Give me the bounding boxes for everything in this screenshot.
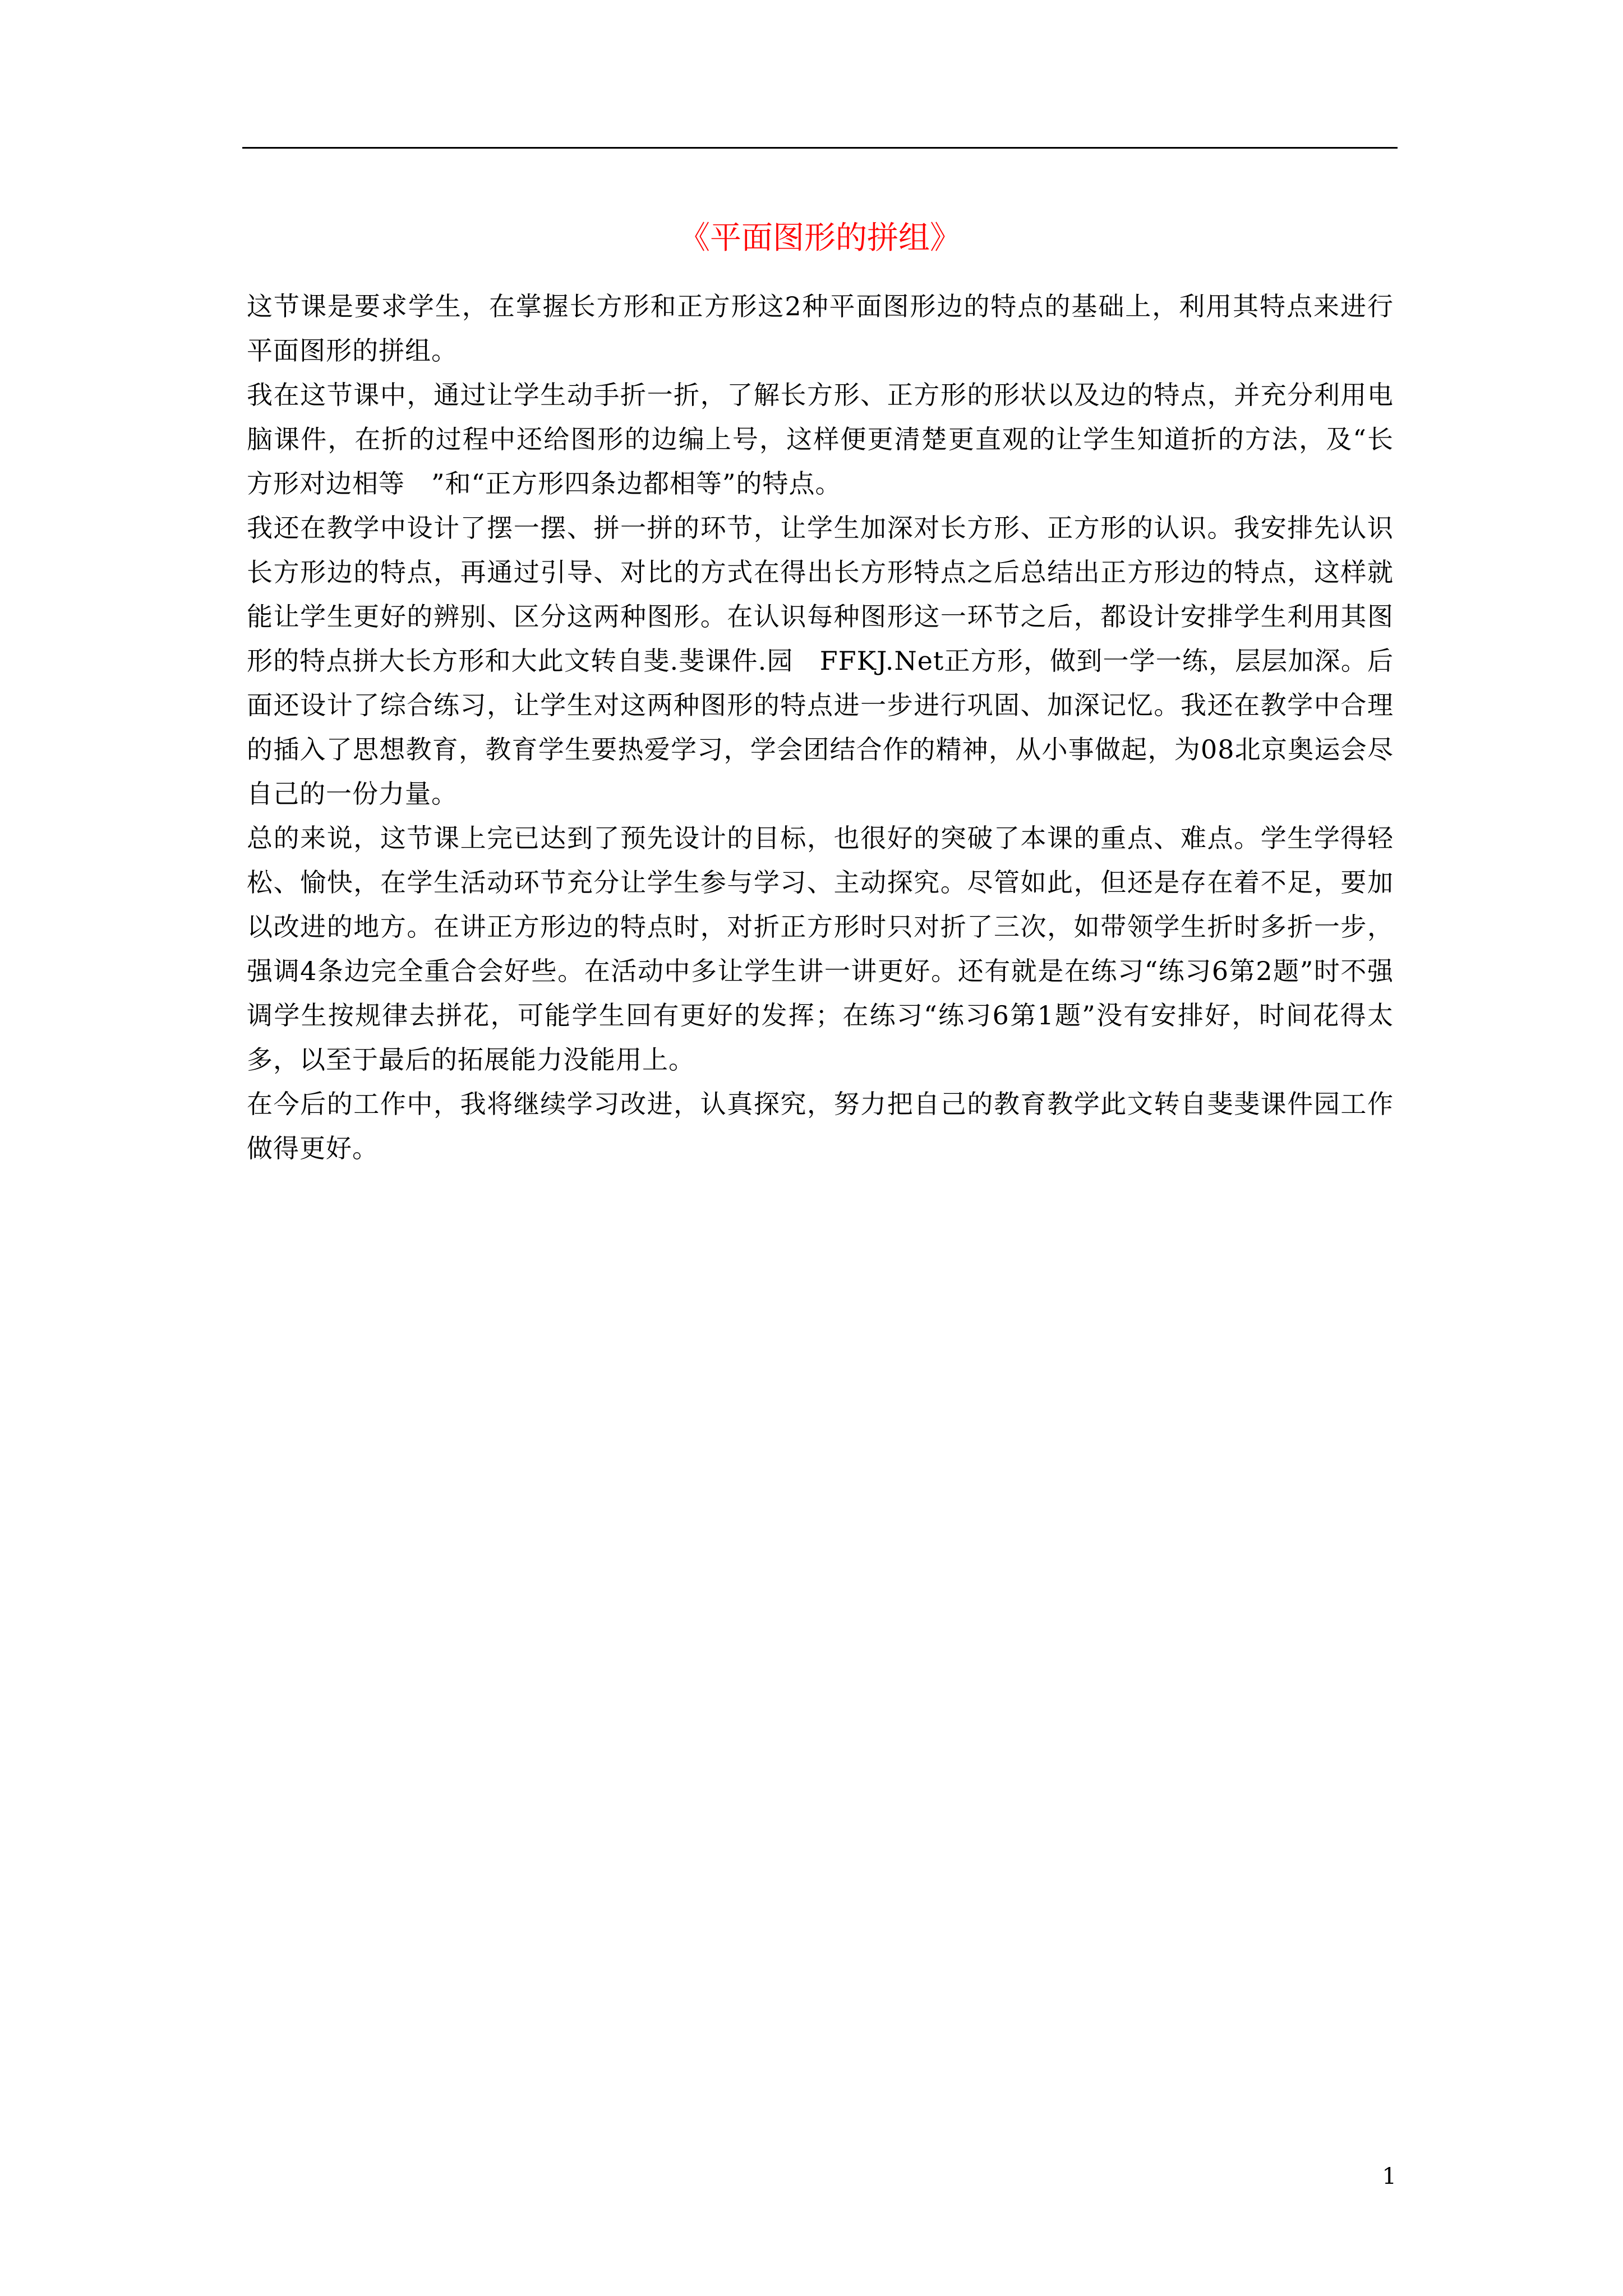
paragraph-folding: 我在这节课中，通过让学生动手折一折，了解长方形、正方形的形状以及边的特点，并充分利用电脑课件，在折的过程中还给图形的边编上号，这样便更清楚更直观的让学生知道折的方法，及“长方形对边相等 ”和“正方形四条边都相等”的特点。 [247,380,1394,499]
paragraph-summary: 总的来说，这节课上完已达到了预先设计的目标，也很好的突破了本课的重点、难点。学生学得轻松、愉快，在学生活动环节充分让学生参与学习、主动探究。尽管如此，但还是存在着不足，要加以改进的地方。在讲正方形边的特点时，对折正方形时只对折了三次，如带领学生折时多折一步，强调4条边完全重合会好些。在活动中多让学生讲一讲更好。还有就是在练习“练习6第2题”时不强调学生按规律去拼花，可能学生回有更好的发挥；在练习“练习6第1题”没有安排好，时间花得太多，以至于最后的拓展能力没能用上。 [247,823,1394,1075]
document-title: 《平面图形的拼组》 [679,220,961,256]
paragraph-intro: 这节课是要求学生，在掌握长方形和正方形这2种平面图形边的特点的基础上，利用其特点来进行平面图形的拼组。 [247,291,1394,366]
page-number: 1 [1382,2164,1396,2189]
document-body [247,284,1394,1171]
paragraph-design: 我还在教学中设计了摆一摆、拼一拼的环节，让学生加深对长方形、正方形的认识。我安排先认识长方形边的特点，再通过引导、对比的方式在得出长方形特点之后总结出正方形边的特点，这样就能让学生更好的辨别、区分这两种图形。在认识每种图形这一环节之后，都设计安排学生利用其图形的特点拼大长方形和大此文转自斐.斐课件.园 FFKJ.Net正方形，做到一学一练，层层加深。后面还设计了综合练习，让学生对这两种图形的特点进一步进行巩固、加深记忆。我还在教学中合理的插入了思想教育，教育学生要热爱学习，学会团结合作的精神，从小事做起，为08北京奥运会尽自己的一份力量。 [247,513,1394,809]
header-rule [242,147,1398,149]
paragraph-future: 在今后的工作中，我将继续学习改进，认真探究，努力把自己的教育教学此文转自斐斐课件园工作做得更好。 [247,1089,1394,1163]
